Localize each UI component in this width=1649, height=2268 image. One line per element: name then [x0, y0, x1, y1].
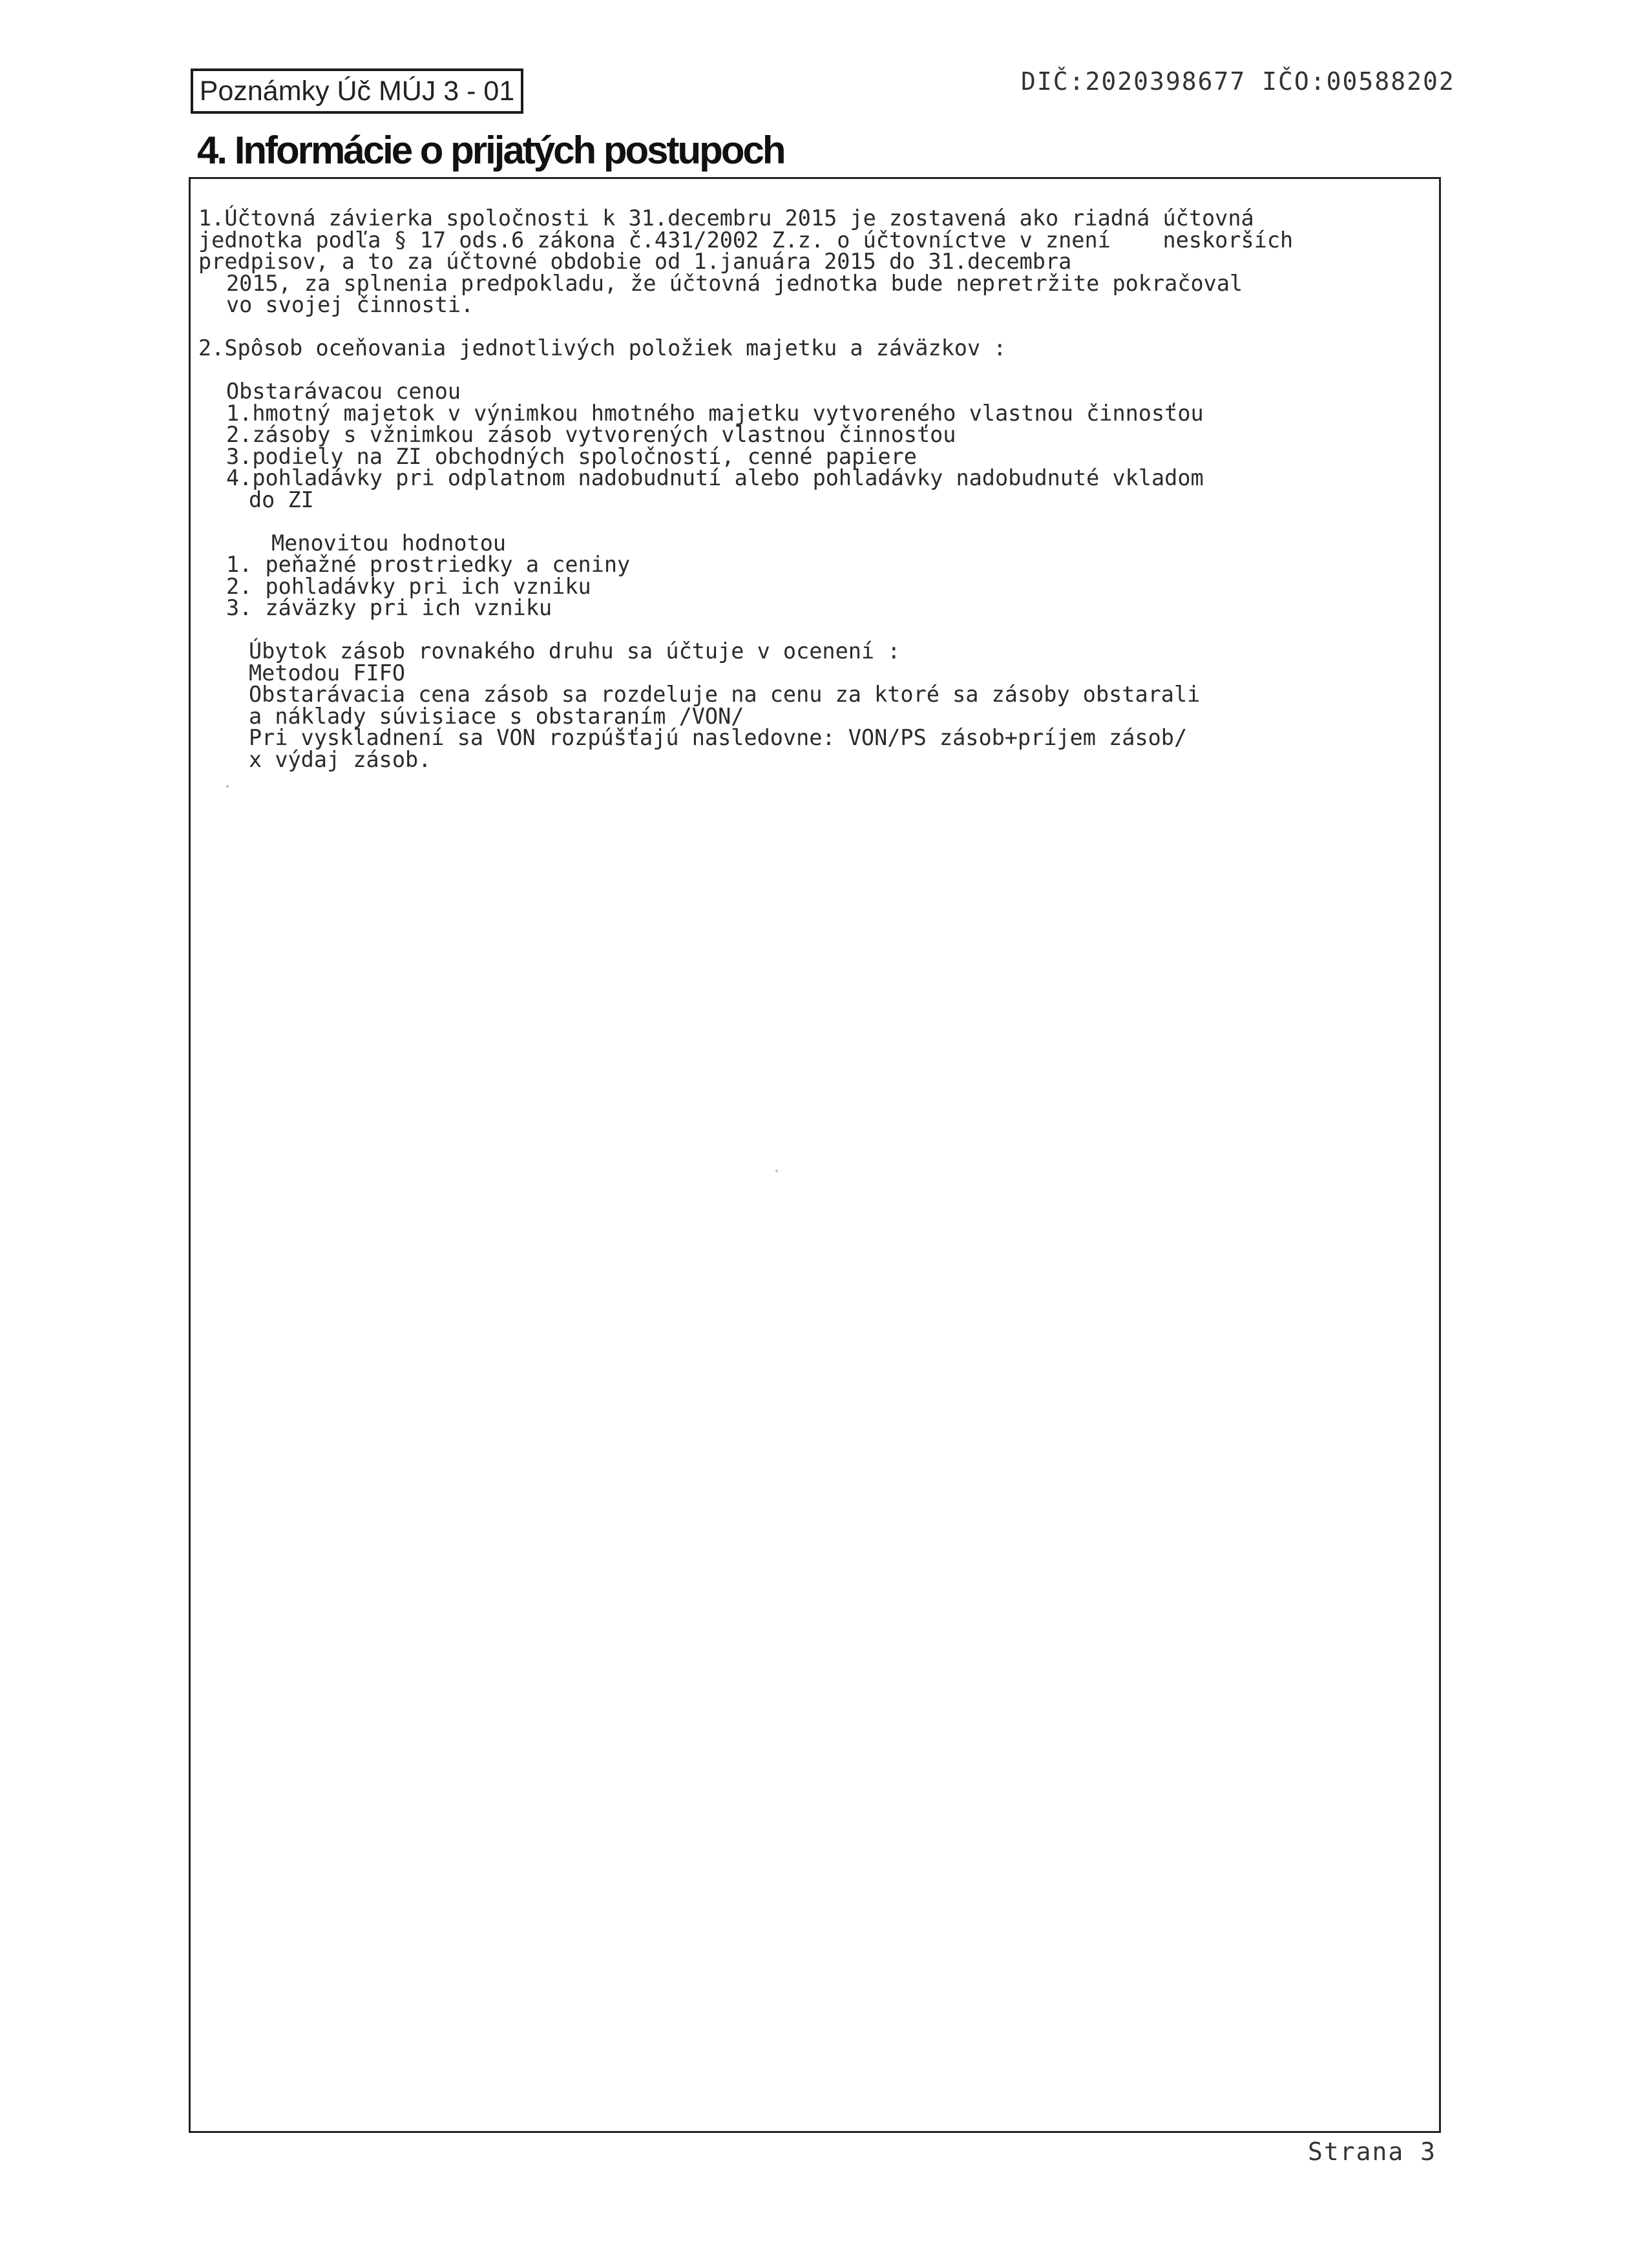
- content-box: [189, 177, 1441, 2133]
- tax-ids: DIČ:2020398677 IČO:00588202: [1021, 67, 1455, 96]
- text-line: do ZI: [249, 487, 314, 512]
- text-line: jednotka podľa § 17 ods.6 zákona č.431/2002 Z.z. o účtovníctve v znení neskorších: [198, 227, 1294, 253]
- scan-speck: [226, 785, 229, 788]
- text-line: 2.zásoby s vžnimkou zásob vytvorených vlastnou činnosťou: [226, 422, 956, 447]
- text-line: Obstarávacou cenou: [226, 379, 461, 404]
- text-line: 2. pohladávky pri ich vzniku: [226, 573, 591, 599]
- scan-speck: [775, 1170, 778, 1172]
- section-title: 4. Informácie o prijatých postupoch: [197, 129, 784, 172]
- form-label: Poznámky Úč MÚJ 3 - 01: [191, 68, 523, 114]
- text-line: Metodou FIFO: [249, 660, 406, 686]
- text-line: vo svojej činnosti.: [226, 292, 474, 317]
- text-line: 3. záväzky pri ich vzniku: [226, 595, 552, 620]
- text-line: 4.pohladávky pri odplatnom nadobudnutí alebo pohladávky nadobudnuté vkladom: [226, 465, 1204, 490]
- text-line: 2.Spôsob oceňovania jednotlivých položiek majetku a záväzkov :: [198, 335, 1007, 361]
- text-line: Úbytok zásob rovnakého druhu sa účtuje v ocenení :: [249, 638, 901, 664]
- text-line: Pri vyskladnení sa VON rozpúšťajú nasledovne: VON/PS zásob+príjem zásob/: [249, 725, 1188, 750]
- text-line: a náklady súvisiace s obstaraním /VON/: [249, 703, 744, 729]
- text-line: Menovitou hodnotou: [271, 530, 507, 556]
- text-line: 1.hmotný majetok v výnimkou hmotného majetku vytvoreného vlastnou činnosťou: [226, 400, 1204, 426]
- text-line: predpisov, a to za účtovné obdobie od 1.januára 2015 do 31.decembra: [198, 249, 1072, 274]
- text-line: 1. peňažné prostriedky a ceniny: [226, 552, 631, 577]
- text-line: Obstarávacia cena zásob sa rozdeluje na cenu za ktoré sa zásoby obstarali: [249, 682, 1201, 707]
- text-line: 1.Účtovná závierka spoločnosti k 31.decembru 2015 je zostavená ako riadná účtovná: [198, 205, 1254, 231]
- text-line: 2015, za splnenia predpokladu, že účtovná jednotka bude nepretržite pokračoval: [226, 270, 1243, 296]
- page-number: Strana 3: [1308, 2137, 1437, 2166]
- text-line: x výdaj zásob.: [249, 746, 432, 772]
- text-line: 3.podiely na ZI obchodných spoločností, cenné papiere: [226, 443, 917, 469]
